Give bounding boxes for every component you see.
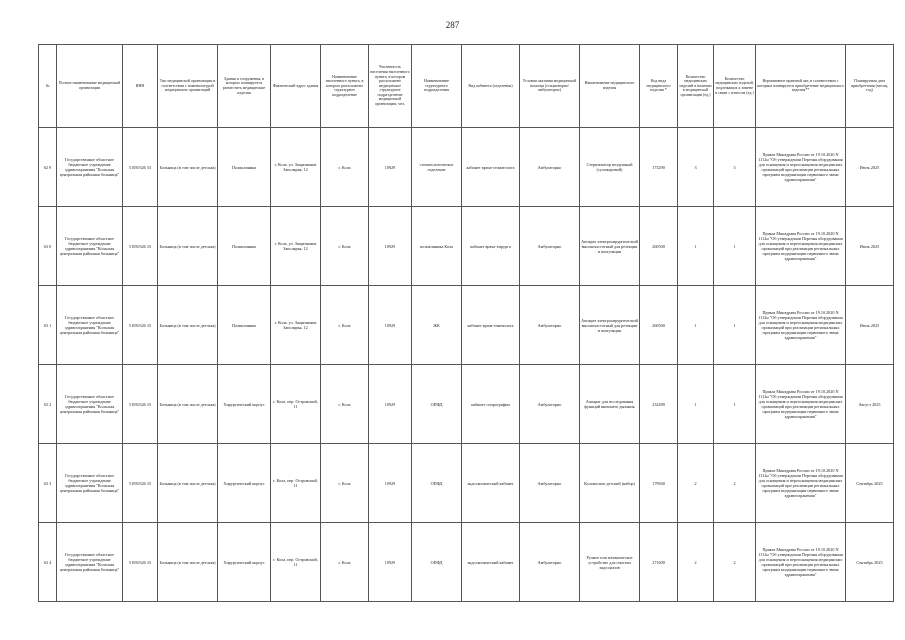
conditions: Амбулаторно: [520, 365, 580, 444]
settlement: г. Кола: [321, 207, 369, 286]
legal-act: Приказ Минздрава России от 19.10.2020 N 1112н "Об утверждении Перечня оборудования для оснащения и переоснащения медицинских организаций при реализации региональных программ модернизации первичного звена здравоохранения": [756, 523, 846, 602]
population: 10929: [369, 207, 412, 286]
header-cell: Наименование структурного подразделения: [412, 45, 462, 128]
qty-have: 3: [678, 128, 714, 207]
address: г. Кола, пер. Островский, 11: [271, 523, 321, 602]
header-cell: Планируемая дата приобретения (месяц, год): [846, 45, 894, 128]
address: г. Кола, пер. Островский, 11: [271, 444, 321, 523]
cabinet: кабинет врача-стоматолога: [462, 128, 520, 207]
qty-have: 1: [678, 207, 714, 286]
address: г. Кола, ул. Защитников Заполярья, 12: [271, 128, 321, 207]
legal-act: Приказ Минздрава России от 19.10.2020 N 1112н "Об утверждении Перечня оборудования для оснащения и переоснащения медицинских организаций при реализации региональных программ модернизации первичного звена здравоохранения": [756, 207, 846, 286]
legal-act: Приказ Минздрава России от 19.10.2020 N 1112н "Об утверждении Перечня оборудования для оснащения и переоснащения медицинских организаций при реализации региональных программ модернизации первичного звена здравоохранения": [756, 286, 846, 365]
inn: 51050326 33: [123, 365, 158, 444]
device: Аппарат для исследования функций внешнего дыхания: [580, 365, 640, 444]
header-cell: Вид кабинета (отделения): [462, 45, 520, 128]
qty-replace: 1: [714, 207, 756, 286]
org-type: Больница (в том числе детская): [158, 128, 218, 207]
device: Аппарат электрохирургический высокочастотный для резекции и коагуляции: [580, 286, 640, 365]
table-row: [39, 523, 894, 602]
legal-act: Приказ Минздрава России от 19.10.2020 N 1112н "Об утверждении Перечня оборудования для оснащения и переоснащения медицинских организаций при реализации региональных программ модернизации первичного звена здравоохранения": [756, 365, 846, 444]
table-row: [39, 207, 894, 286]
conditions: Амбулаторно: [520, 207, 580, 286]
device: Стерилизатор воздушный (сухожаровой): [580, 128, 640, 207]
unit: стоматологическое отделение: [412, 128, 462, 207]
qty-replace: 2: [714, 444, 756, 523]
header-cell: Здания и сооружения, в которых планируется разместить медицинские изделия: [218, 45, 271, 128]
equipment-table: [38, 44, 894, 602]
row-number: 63 1: [39, 286, 57, 365]
org-type: Больница (в том числе детская): [158, 286, 218, 365]
org-name: Государственное областное бюджетное учреждение здравоохранения "Кольская центральная районная больница": [57, 365, 123, 444]
device-code: 179940: [640, 444, 678, 523]
device: Колоноскоп детский (набор): [580, 444, 640, 523]
row-number: 63 0: [39, 207, 57, 286]
qty-replace: 1: [714, 286, 756, 365]
settlement: г. Кола: [321, 128, 369, 207]
header-cell: ИНН: [123, 45, 158, 128]
building: Хирургический корпус: [218, 523, 271, 602]
header-cell: Количество медицинских изделий в наличии в медицинской организации (ед.): [678, 45, 714, 128]
building: Хирургический корпус: [218, 444, 271, 523]
device-code: 271600: [640, 523, 678, 602]
planned-date: Август 2025: [846, 365, 894, 444]
conditions: Амбулаторно: [520, 128, 580, 207]
settlement: г. Кола: [321, 365, 369, 444]
unit: поликлиника Кола: [412, 207, 462, 286]
row-number: 63 3: [39, 444, 57, 523]
population: 10929: [369, 128, 412, 207]
population: 10929: [369, 444, 412, 523]
org-name: Государственное областное бюджетное учреждение здравоохранения "Кольская центральная районная больница": [57, 286, 123, 365]
planned-date: Сентябрь 2025: [846, 444, 894, 523]
qty-replace: 3: [714, 128, 756, 207]
qty-replace: 2: [714, 523, 756, 602]
cabinet: кабинет врача-гинеколога: [462, 286, 520, 365]
cabinet: кабинет врача-хирурга: [462, 207, 520, 286]
header-cell: Код вида медицинского изделия *: [640, 45, 678, 128]
unit: ОПФД: [412, 444, 462, 523]
settlement: г. Кола: [321, 523, 369, 602]
device-code: 173290: [640, 128, 678, 207]
org-name: Государственное областное бюджетное учреждение здравоохранения "Кольская центральная районная больница": [57, 128, 123, 207]
header-cell: Полное наименование медицинской организации: [57, 45, 123, 128]
building: Поликлиника: [218, 128, 271, 207]
settlement: г. Кола: [321, 286, 369, 365]
header-cell: Наименование медицинского изделия: [580, 45, 640, 128]
header-cell: Фактический адрес здания: [271, 45, 321, 128]
device: Ручное или механическое устройство для очистки эндоскопов: [580, 523, 640, 602]
header-cell: Наименование населенного пункта, в котором расположено структурное подразделение: [321, 45, 369, 128]
population: 10929: [369, 523, 412, 602]
cabinet: кабинет спирографии: [462, 365, 520, 444]
org-type: Больница (в том числе детская): [158, 444, 218, 523]
org-name: Государственное областное бюджетное учреждение здравоохранения "Кольская центральная районная больница": [57, 444, 123, 523]
qty-replace: 1: [714, 365, 756, 444]
planned-date: Сентябрь 2025: [846, 523, 894, 602]
row-number: 62 9: [39, 128, 57, 207]
address: г. Кола, пер. Островский, 11: [271, 365, 321, 444]
table-row: [39, 286, 894, 365]
device: Аппарат электрохирургический высокочастотный для резекции и коагуляции: [580, 207, 640, 286]
qty-have: 1: [678, 286, 714, 365]
unit: ОПФД: [412, 523, 462, 602]
org-type: Больница (в том числе детская): [158, 365, 218, 444]
building: Хирургический корпус: [218, 365, 271, 444]
qty-have: 1: [678, 365, 714, 444]
header-cell: Количество медицинских изделий, подлежащих к замене в связи с износом (ед.): [714, 45, 756, 128]
population: 10929: [369, 286, 412, 365]
unit: ЖК: [412, 286, 462, 365]
inn: 51050326 33: [123, 286, 158, 365]
table-row: [39, 444, 894, 523]
table-row: [39, 365, 894, 444]
header-row: [39, 45, 894, 128]
planned-date: Июль 2025: [846, 207, 894, 286]
address: г. Кола, ул. Защитников Заполярья, 12: [271, 207, 321, 286]
header-cell: №: [39, 45, 57, 128]
building: Поликлиника: [218, 286, 271, 365]
inn: 51050326 33: [123, 523, 158, 602]
qty-have: 2: [678, 523, 714, 602]
header-cell: Численность населения населенного пункта, в котором расположено медицинское структурное подразделение медицинской организации, чел.: [369, 45, 412, 128]
row-number: 63 4: [39, 523, 57, 602]
device-code: 232490: [640, 365, 678, 444]
device-code: 260500: [640, 286, 678, 365]
page-number: 287: [445, 20, 460, 30]
header-cell: Нормативное правовой акт, в соответствии с которым планируется приобретение медицинского изделия**: [756, 45, 846, 128]
conditions: Амбулаторно: [520, 523, 580, 602]
qty-have: 2: [678, 444, 714, 523]
building: Поликлиника: [218, 207, 271, 286]
inn: 51050326 33: [123, 444, 158, 523]
unit: ОПФД: [412, 365, 462, 444]
address: г. Кола, ул. Защитников Заполярья, 12: [271, 286, 321, 365]
cabinet: эндоскопический кабинет: [462, 444, 520, 523]
legal-act: Приказ Минздрава России от 19.10.2020 N 1112н "Об утверждении Перечня оборудования для оснащения и переоснащения медицинских организаций при реализации региональных программ модернизации первичного звена здравоохранения": [756, 444, 846, 523]
header-cell: Тип медицинской организации в соответствии с номенклатурой медицинских организаций: [158, 45, 218, 128]
device-code: 260500: [640, 207, 678, 286]
planned-date: Июль 2025: [846, 128, 894, 207]
planned-date: Июль 2025: [846, 286, 894, 365]
row-number: 63 2: [39, 365, 57, 444]
population: 10929: [369, 365, 412, 444]
conditions: Амбулаторно: [520, 444, 580, 523]
inn: 51050326 33: [123, 128, 158, 207]
org-type: Больница (в том числе детская): [158, 523, 218, 602]
org-type: Больница (в том числе детская): [158, 207, 218, 286]
org-name: Государственное областное бюджетное учреждение здравоохранения "Кольская центральная районная больница": [57, 207, 123, 286]
cabinet: эндоскопический кабинет: [462, 523, 520, 602]
org-name: Государственное областное бюджетное учреждение здравоохранения "Кольская центральная районная больница": [57, 523, 123, 602]
settlement: г. Кола: [321, 444, 369, 523]
header-cell: Условия оказания медицинской помощи (стационарно/амбулаторно): [520, 45, 580, 128]
conditions: Амбулаторно: [520, 286, 580, 365]
inn: 51050326 33: [123, 207, 158, 286]
legal-act: Приказ Минздрава России от 19.10.2020 N 1112н "Об утверждении Перечня оборудования для оснащения и переоснащения медицинских организаций при реализации региональных программ модернизации первичного звена здравоохранения": [756, 128, 846, 207]
table-row: [39, 128, 894, 207]
